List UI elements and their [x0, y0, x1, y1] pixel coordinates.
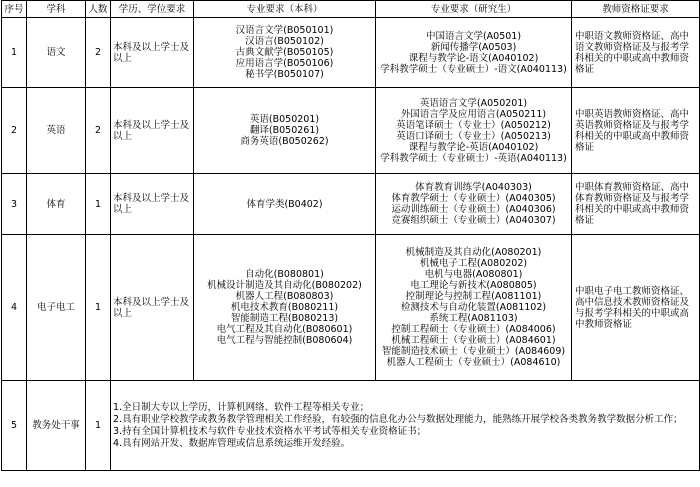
list-line: 4.具有网站开发、数据库管理或信息系统运维开发经验。 — [113, 437, 351, 449]
list-line: 智能制造技术硕士（专业硕士）(A084609) — [381, 346, 566, 357]
list-line: 学科教学硕士（专业硕士）-语文(A040113) — [380, 63, 567, 75]
header-degree: 学历、学位要求 — [111, 1, 194, 18]
list-line: 英语(B050201) — [249, 114, 320, 125]
list-line: 英语笔译硕士（专业士）(A050212) — [396, 119, 551, 131]
list-line: 机电技术教育(B080211) — [230, 302, 339, 313]
row-degree: 本科及以上学士及以上 — [111, 18, 194, 88]
list-line: 古典文献学(B050105) — [235, 47, 334, 58]
row-degree: 本科及以上学士及以上 — [111, 88, 194, 174]
row-degree: 本科及以上学士及以上 — [111, 235, 194, 381]
header-subject: 学科 — [27, 1, 86, 18]
list-line: 课程与教学论-语文(A040102) — [408, 52, 539, 64]
list-line: 电气工程与智能控制(B080604) — [216, 335, 353, 346]
list-line: 商务英语(B050262) — [240, 136, 329, 147]
row-count: 1 — [86, 174, 111, 235]
row-no: 4 — [2, 235, 27, 381]
list-line: 机器人工程(B080803) — [235, 291, 334, 302]
table-row — [2, 174, 700, 235]
list-line: 系统工程(A081103) — [429, 313, 518, 324]
list-line: 机械设计制造及其自动化(B080202) — [207, 280, 362, 291]
list-line: 机械电子工程(A080202) — [419, 258, 528, 269]
row-degree: 本科及以上学士及以上 — [111, 174, 194, 235]
row-undergrad — [194, 174, 376, 235]
list-line: 机械工程硕士（专业硕士）(A084601) — [391, 335, 556, 346]
list-line: 1.全日制大专以上学历，计算机网络、软件工程等相关专业； — [113, 401, 370, 413]
table-row — [2, 18, 700, 88]
row-no: 1 — [2, 18, 27, 88]
list-line: 2.具有职业学校教学或教务教学管理相关工作经验，有较强的信息化办公与数据处理能力，能熟练开展学校各类教务教学数据分析工作； — [113, 413, 683, 425]
list-line: 竞赛组织硕士（专业硕士）(A040307) — [391, 215, 556, 226]
row-cert: 中职电子电工教师资格证、高中信息技术教师资格证及与报考学科相关的中职或高中教师资格证 — [572, 235, 700, 381]
row-no: 2 — [2, 88, 27, 174]
row-subject: 电子电工 — [27, 235, 86, 381]
list-line: 体育教育训练学(A040303) — [415, 182, 532, 193]
row-cert: 中职语文教师资格证、高中语文教师资格证及与报考学科相关的中职或高中教师资格证 — [572, 18, 700, 88]
table-row — [2, 235, 700, 381]
recruitment-table — [1, 0, 700, 471]
list-line: 汉语言文学(B050101) — [235, 25, 334, 36]
list-line: 控制理论与控制工程(A081101) — [405, 291, 542, 302]
row-cert: 中职英语教师资格证、高中英语教师资格证及与报考学科相关的中职或高中教师资格证 — [572, 88, 700, 174]
row-graduate — [376, 18, 572, 88]
row-cert: 中职体育教师资格证、高中体育教师资格证及与报考学科相关的中职或高中教师资格证 — [572, 174, 700, 235]
row-no: 3 — [2, 174, 27, 235]
list-line: 控制工程硕士（专业硕士）(A084006) — [391, 324, 556, 335]
table-row — [2, 88, 700, 174]
list-line: 英语语言文学(A050201) — [419, 97, 528, 109]
row-count: 2 — [86, 18, 111, 88]
table-row-last — [2, 381, 700, 471]
row-no: 5 — [2, 381, 27, 471]
row-undergrad — [194, 88, 376, 174]
list-line: 机器人工程硕士（专业硕士）(A084610) — [386, 357, 561, 368]
list-line: 新闻传播学(A0503) — [430, 41, 517, 53]
list-line: 运动训练硕士（专业硕士）(A040306) — [391, 204, 556, 215]
list-line: 应用语言学(B050106) — [235, 58, 334, 69]
header-count: 人数 — [86, 1, 111, 18]
requirements-notes — [111, 381, 700, 471]
list-line: 3.持有全国计算机技术与软件专业技术资格水平考试等相关专业资格证书； — [113, 425, 427, 437]
list-line: 体育学类(B0402) — [246, 198, 323, 210]
header-no: 序号 — [2, 1, 27, 18]
list-line: 课程与教学论-英语(A040102) — [408, 141, 539, 153]
list-line: 体育教学硕士（专业硕士）(A040305) — [391, 193, 556, 204]
list-line: 翻译(B050261) — [249, 125, 320, 136]
row-count: 1 — [86, 235, 111, 381]
row-graduate — [376, 235, 572, 381]
list-line: 英语口译硕士（专业士）(A050213) — [396, 130, 551, 142]
row-subject: 体育 — [27, 174, 86, 235]
list-line: 检测技术与自动化装置(A081102) — [400, 302, 547, 313]
header-undergrad: 专业要求（本科） — [194, 1, 376, 18]
list-line: 机械制造及其自动化(A080201) — [405, 247, 542, 258]
row-graduate — [376, 88, 572, 174]
row-subject: 英语 — [27, 88, 86, 174]
header-row — [2, 1, 700, 18]
row-count: 2 — [86, 88, 111, 174]
list-line: 电工理论与新技术(A080805) — [410, 280, 537, 291]
header-cert: 教师资格证要求 — [572, 1, 700, 18]
list-line: 自动化(B080801) — [245, 269, 324, 280]
row-subject: 语文 — [27, 18, 86, 88]
list-line: 中国语言文学(A0501) — [425, 30, 522, 42]
list-line: 学科教学硕士（专业硕士）-英语(A040113) — [380, 152, 567, 164]
list-line: 电机与电器(A080801) — [424, 269, 523, 280]
header-graduate: 专业要求（研究生） — [376, 1, 572, 18]
list-line: 智能制造工程(B080213) — [230, 313, 339, 324]
list-line: 电气工程及其自动化(B080601) — [216, 324, 353, 335]
list-line: 外国语言学及应用语言(A050211) — [400, 108, 547, 120]
list-line: 秘书学(B050107) — [245, 69, 324, 80]
row-undergrad — [194, 235, 376, 381]
row-subject: 教务处干事 — [27, 381, 86, 471]
row-count: 1 — [86, 381, 111, 471]
list-line: 汉语言(B050102) — [245, 36, 324, 47]
row-undergrad — [194, 18, 376, 88]
row-graduate — [376, 174, 572, 235]
